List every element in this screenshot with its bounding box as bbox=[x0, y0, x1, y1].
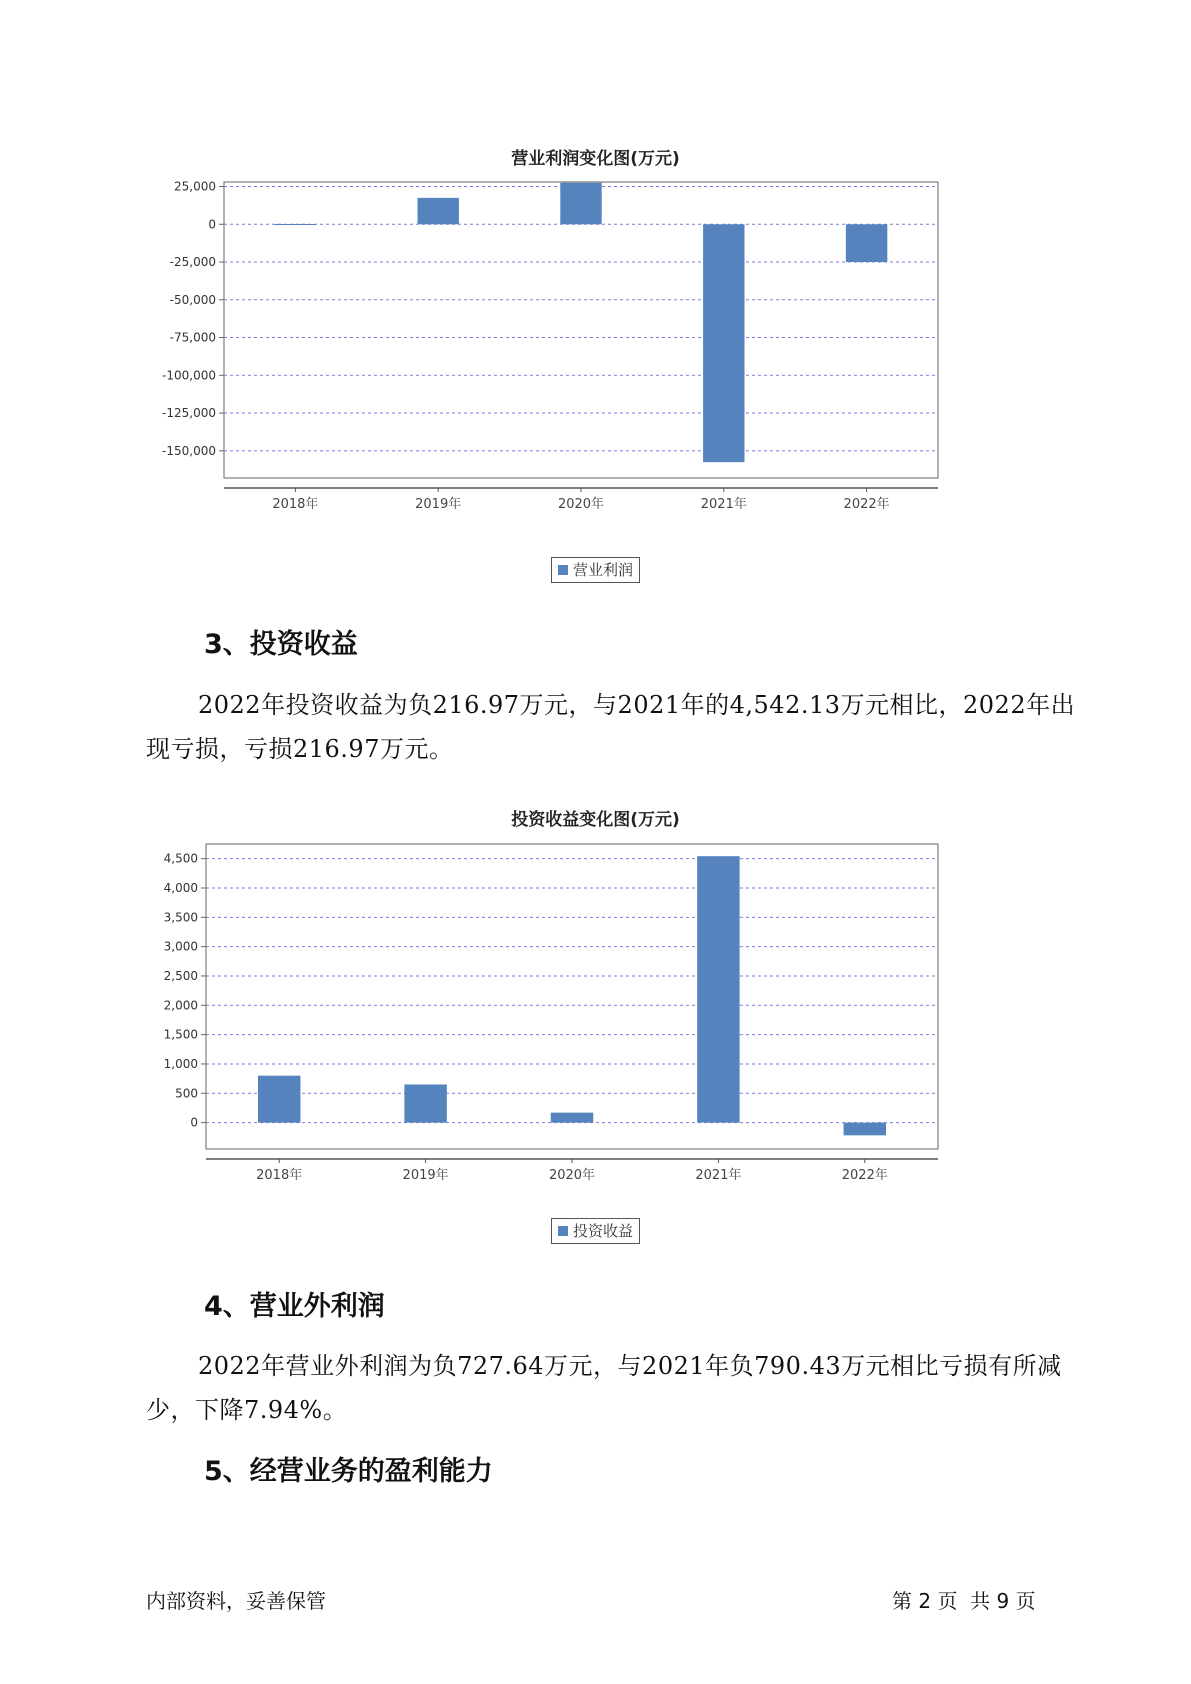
y-tick-label: -75,000 bbox=[169, 330, 216, 345]
x-tick-label: 2022年 bbox=[841, 1168, 888, 1183]
x-tick-label: 2022年 bbox=[843, 497, 890, 512]
bar-2018年 bbox=[275, 224, 316, 225]
y-tick-label: -100,000 bbox=[162, 368, 216, 383]
y-tick-label: 0 bbox=[190, 1115, 198, 1130]
bar-2020年 bbox=[560, 183, 601, 225]
y-tick-label: 1,500 bbox=[163, 1027, 198, 1042]
y-tick-label: -25,000 bbox=[169, 255, 216, 270]
y-tick-label: -125,000 bbox=[162, 406, 216, 421]
x-tick-label: 2018年 bbox=[272, 497, 319, 512]
x-tick-label: 2021年 bbox=[700, 497, 747, 512]
y-tick-label: 3,000 bbox=[163, 939, 198, 954]
bar-2021年 bbox=[697, 856, 739, 1122]
section-heading-profitability: 5、经营业务的盈利能力 bbox=[204, 1456, 493, 1487]
y-tick-label: 3,500 bbox=[163, 910, 198, 925]
plot-area bbox=[206, 844, 938, 1149]
bar-2020年 bbox=[551, 1113, 593, 1123]
operating-profit-chart bbox=[160, 180, 1020, 550]
x-tick-label: 2021年 bbox=[695, 1168, 742, 1183]
x-tick-label: 2019年 bbox=[402, 1168, 449, 1183]
section-heading-non-operating-profit: 4、营业外利润 bbox=[204, 1291, 385, 1322]
x-tick-label: 2018年 bbox=[256, 1168, 303, 1183]
footer-page-number: 第 2 页 共 9 页 bbox=[892, 1589, 1036, 1613]
section-heading-investment-income: 3、投资收益 bbox=[204, 629, 358, 660]
bar-2018年 bbox=[258, 1076, 300, 1123]
paragraph-text: 2022年投资收益为负216.97万元，与2021年的4,542.13万元相比，2022年出现亏损，亏损216.97万元。 bbox=[146, 691, 1076, 763]
y-tick-label: 2,500 bbox=[163, 968, 198, 983]
y-tick-label: -150,000 bbox=[162, 443, 216, 458]
legend-label: 营业利润 bbox=[573, 561, 634, 579]
chart-title-investment-income: 投资收益变化图(万元) bbox=[511, 810, 680, 830]
y-tick-label: 4,000 bbox=[163, 880, 198, 895]
x-tick-label: 2019年 bbox=[415, 497, 462, 512]
paragraph-investment-income bbox=[146, 683, 1076, 771]
investment-income-chart bbox=[160, 842, 1020, 1212]
bar-2019年 bbox=[417, 198, 458, 224]
paragraph-non-operating-profit bbox=[146, 1344, 1076, 1432]
y-tick-label: 0 bbox=[208, 217, 216, 232]
paragraph-text: 2022年营业外利润为负727.64万元，与2021年负790.43万元相比亏损有所减少，下降7.94%。 bbox=[146, 1352, 1062, 1424]
x-tick-label: 2020年 bbox=[557, 497, 605, 512]
y-tick-label: -50,000 bbox=[169, 292, 216, 307]
plot-area bbox=[224, 182, 938, 478]
bar-2022年 bbox=[846, 224, 887, 262]
footer-confidential-note: 内部资料，妥善保管 bbox=[146, 1589, 326, 1613]
chart-legend-investment-income bbox=[551, 1218, 640, 1244]
legend-swatch bbox=[558, 565, 568, 575]
y-tick-label: 1,000 bbox=[163, 1056, 198, 1071]
y-tick-label: 4,500 bbox=[163, 851, 198, 866]
y-tick-label: 2,000 bbox=[163, 998, 198, 1013]
x-tick-label: 2020年 bbox=[548, 1168, 596, 1183]
bar-2022年 bbox=[844, 1123, 886, 1136]
bar-2019年 bbox=[404, 1084, 446, 1122]
y-tick-label: 25,000 bbox=[174, 180, 216, 194]
bar-2021年 bbox=[703, 224, 744, 462]
legend-swatch bbox=[558, 1226, 568, 1236]
legend-label: 投资收益 bbox=[573, 1222, 634, 1240]
y-tick-label: 500 bbox=[175, 1086, 198, 1101]
chart-title-operating-profit: 营业利润变化图(万元) bbox=[511, 149, 680, 169]
chart-legend-operating-profit bbox=[551, 557, 640, 583]
